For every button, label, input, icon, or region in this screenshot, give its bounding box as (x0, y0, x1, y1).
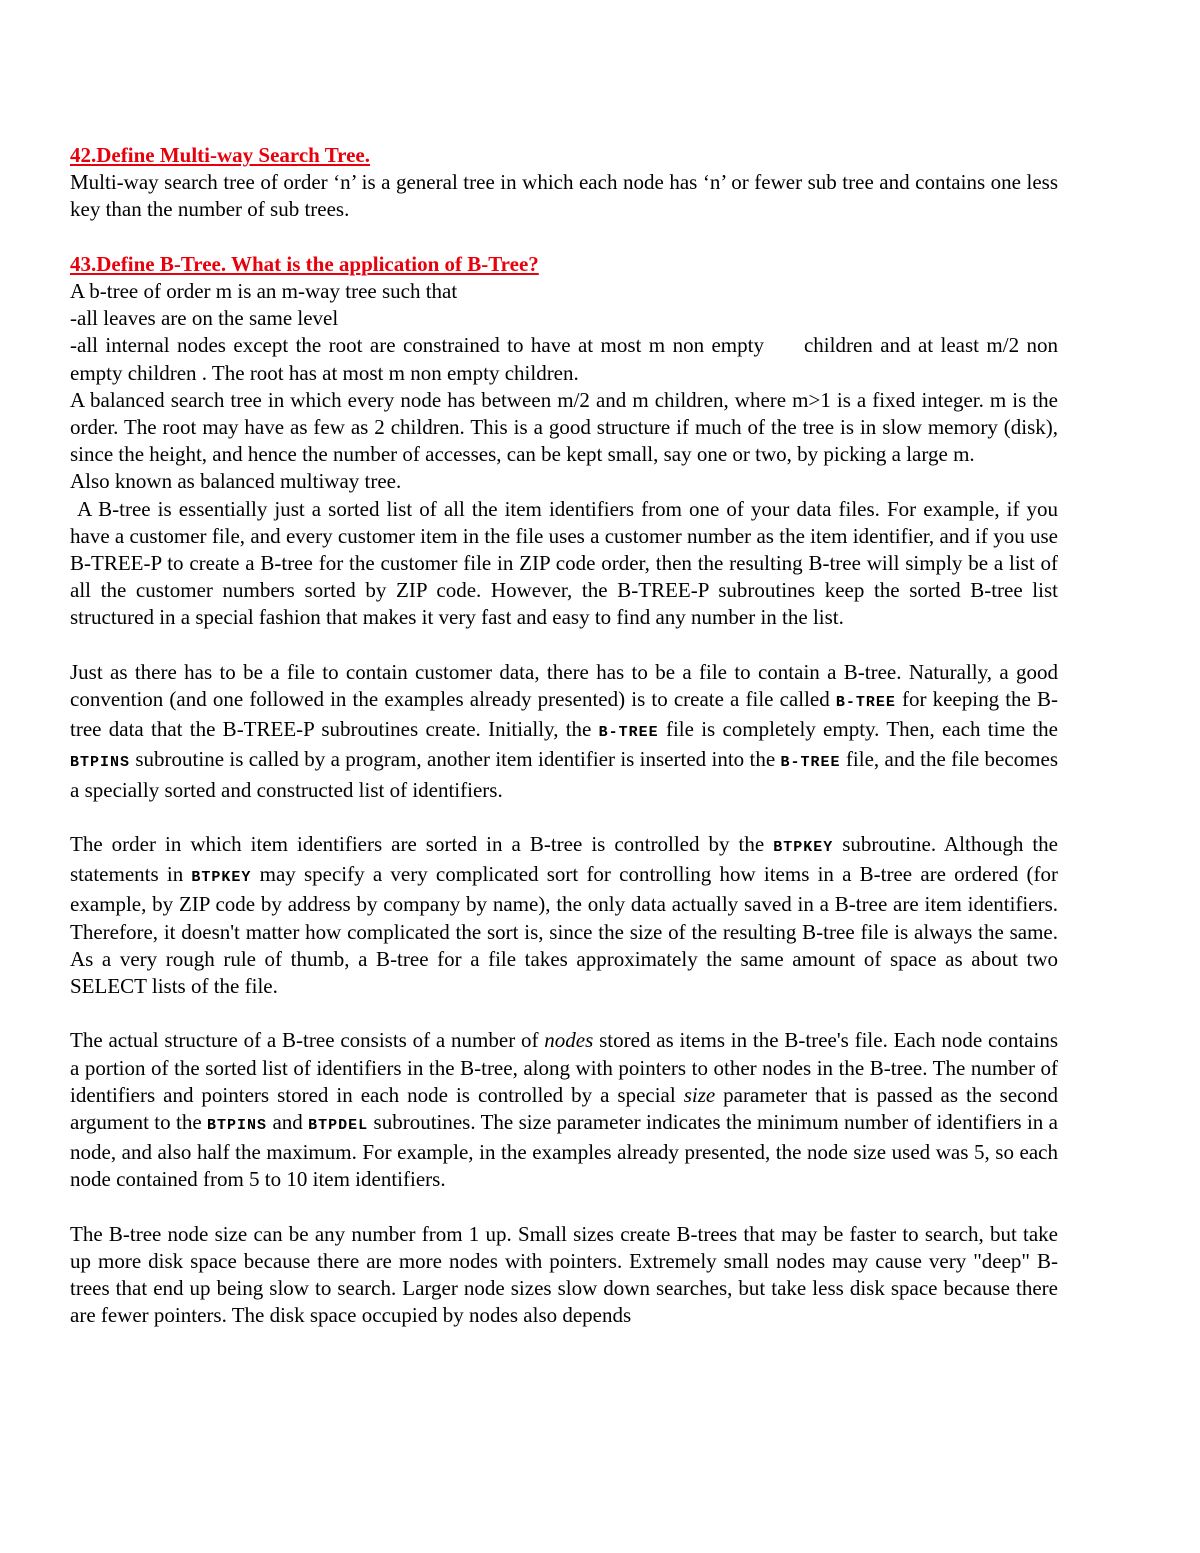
question-42-answer: Multi-way search tree of order ‘n’ is a general tree in which each node has ‘n’ or fewer sub tree and contains one less key than the number of sub trees. (70, 170, 1058, 222)
code-btree: B-TREE (780, 754, 841, 772)
code-btree: B-TREE (835, 694, 896, 712)
text-run: stored as items in the B-tree's file. Each node contains a portion of the sorted list of identifiers in the B-tree, along with pointers to other nodes in the B-tree. The number of identifiers and pointers stored in each node is controlled by a special (70, 1028, 1058, 1107)
text-run: file is completely empty. Then, each time the (658, 717, 1058, 742)
text-run: The actual structure of a B-tree consists of a number of (70, 1028, 545, 1053)
text-run: Just as there has to be a file to contain customer data, there has to be a file to contain a B-tree. Naturally, a good convention (and one followed in the examples already presented) is to create a file called (70, 659, 1058, 712)
text-run: for keeping the B-tree data that the B-TREE-P subroutines create. Initially, the (70, 687, 1058, 742)
question-42-heading: 42.Define Multi-way Search Tree. (70, 143, 370, 167)
btree-rule-internal-nodes-part1: -all internal nodes except the root are constrained to have at most m non empty (70, 333, 764, 358)
btree-definition-line: A b-tree of order m is an m-way tree such that (70, 279, 458, 303)
btree-structure-paragraph (70, 1027, 1058, 1193)
code-btpkey: BTPKEY (191, 869, 252, 887)
question-43-heading: 43.Define B-Tree. What is the application of B-Tree? (70, 251, 539, 276)
code-btree: B-TREE (598, 724, 659, 742)
also-known-as-line: Also known as balanced multiway tree. (70, 469, 402, 494)
document-content (70, 142, 1064, 1330)
btree-rule-leaves: -all leaves are on the same level (70, 306, 339, 331)
btree-order-paragraph (70, 831, 1058, 1000)
btree-rule-internal-nodes-part2: children and at least m/2 non empty children . The root has at most m non empty children. (70, 333, 1059, 385)
spacer (70, 1194, 1058, 1221)
btree-rule-internal-nodes (70, 332, 1058, 386)
italic-size: size (683, 1082, 716, 1107)
text-run: The order in which item identifiers are sorted in a B-tree is controlled by the (70, 832, 774, 857)
btree-node-size-paragraph: The B-tree node size can be any number from 1 up. Small sizes create B-trees that may be faster to search, but take up more disk space because there are more nodes with pointers. Extremely small nodes may cause very "deep" B-trees that end up being slow to search. Larger node sizes slow down searches, but take less disk space because there are fewer pointers. The disk space occupied by nodes also depends (70, 1221, 1058, 1328)
text-run: subroutine is called by a program, another item identifier is inserted into the (130, 747, 781, 772)
italic-nodes: nodes (544, 1028, 594, 1053)
text-run: subroutines. The size parameter indicates the minimum number of identifiers in a node, and also half the maximum. For example, in the examples already presented, the node size used was 5, so each node contained from 5 to 10 item identifiers. (70, 1110, 1058, 1192)
spacer (70, 1000, 1058, 1027)
code-btpdel: BTPDEL (308, 1117, 369, 1135)
spacer (70, 632, 1058, 659)
text-run: parameter that is passed as the second argument to the (70, 1082, 1058, 1135)
code-btpins: BTPINS (207, 1117, 268, 1135)
text-run: and (267, 1110, 309, 1135)
balanced-search-tree-paragraph: A balanced search tree in which every node has between m/2 and m children, where m>1 is a fixed integer. m is the order. The root may have as few as 2 children. This is a good structure if much of the tree is in slow memory (disk), since the height, and hence the number of accesses, can be kept small, say one or two, by picking a large m. (70, 387, 1058, 467)
btree-file-paragraph (70, 659, 1058, 804)
code-btpkey: BTPKEY (773, 839, 834, 857)
spacer (70, 804, 1058, 831)
text-run: subroutine. Although the statements in (70, 832, 1058, 887)
spacer (70, 224, 1058, 251)
text-run: file, and the file becomes a specially sorted and constructed list of identifiers. (70, 747, 1058, 802)
code-btpins: BTPINS (70, 754, 131, 772)
text-run: may specify a very complicated sort for controlling how items in a B-tree are ordered (for example, by ZIP code by address by company by name), the only data actually saved in a B-tree are item identifiers. Therefore, it doesn't matter how complicated the sort is, since the size of the resulting B-tree file is always the same. As a very rough rule of thumb, a B-tree for a file takes approximately the same amount of space as about two SELECT lists of the file. (70, 862, 1058, 999)
btree-sorted-list-paragraph: A B-tree is essentially just a sorted list of all the item identifiers from one of your data files. For example, if you have a customer file, and every customer item in the file uses a customer number as the item identifier, and if you use B-TREE-P to create a B-tree for the customer file in ZIP code order, then the resulting B-tree will simply be a list of all the customer numbers sorted by ZIP code. However, the B-TREE-P subroutines keep the sorted B-tree list structured in a special fashion that makes it very fast and easy to find any number in the list. (70, 496, 1064, 630)
